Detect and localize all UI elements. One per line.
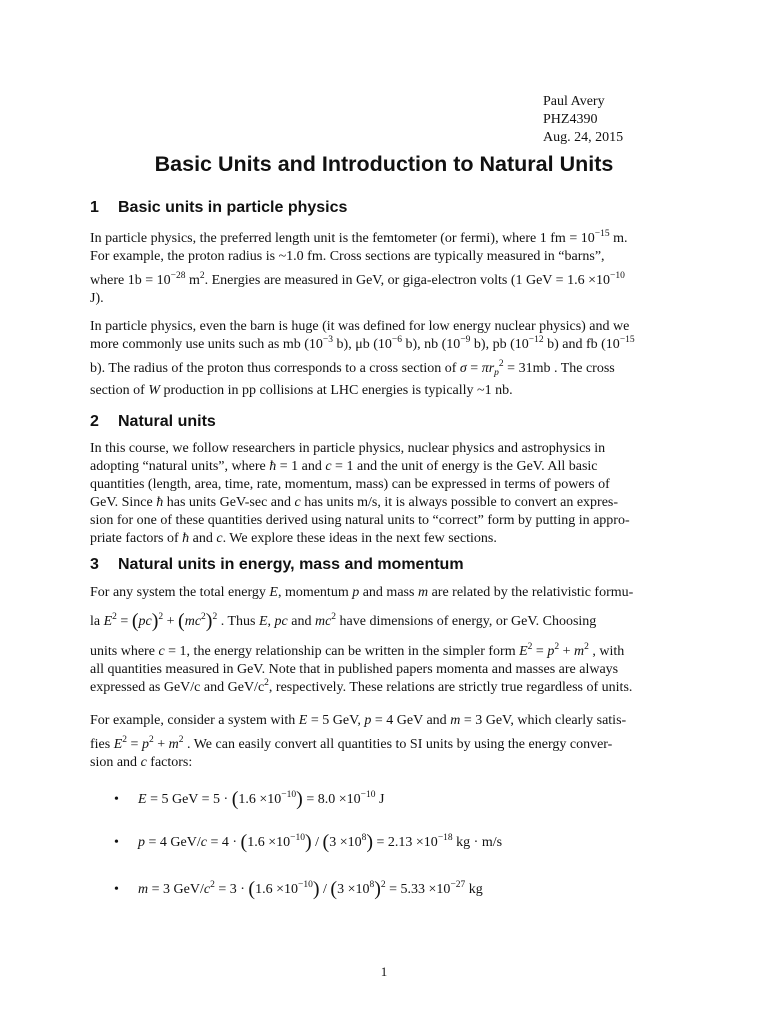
section-number: 1 (90, 199, 99, 216)
paragraph-4: For any system the total energy E, momentum p and mass m are related by the relativistic formu- la $E^2 = (pc)^2 + (mc^2)^2$ . Thus E, pc and $mc^2$ have dimensions of energy, or GeV. Choosing units where c = 1, the energy relationship can be written in the simpler form $E^2 = p^2 + m^2$ , with all quantities measured in GeV. Note that in published papers momenta and masses are always expressed as GeV/c and GeV/$c^2$, respectively. These relations are strictly true regardless of units. (90, 585, 634, 695)
section-3-heading (90, 556, 464, 574)
section-title: Natural units in energy, mass and momentum (118, 556, 464, 573)
page-number: 1 (380, 964, 388, 979)
bullet-momentum: • p = 4 $GeV/c = 4 \cdot (1.6 \times 10^{-10}) / (3 \times 10^8) = 2.13 \times 10^{-18}$ kg · m/s (114, 831, 503, 853)
section-number: 3 (90, 556, 99, 573)
section-1-heading (90, 199, 347, 217)
paragraph-3: In this course, we follow researchers in particle physics, nuclear physics and astrophysics in adopting “natural units”, where ħ = 1 and c = 1 and the unit of energy is the GeV. All basic quantities (length, area, time, rate, momentum, mass) can be expressed in terms of powers of GeV. Since ħ has units GeV-sec and c has units m/s, it is always possible to convert an expres- sion for one of these quantities derived using natural units to “correct” form by putting in appro- priate factors of ħ and c. We explore these ideas in the next few sections. (90, 441, 630, 546)
course-code: PHZ4390 (543, 112, 598, 127)
document-title: Basic Units and Introduction to Natural Units (154, 152, 614, 176)
section-2-heading (90, 413, 216, 431)
section-title: Natural units (118, 413, 216, 430)
bullet-mass: • m = 3 GeV/$c^2 = 3 \cdot (1.6 \times 10^{-10}) / (3 \times 10^8)^2 = 5.33 \times 10^{-27}$ kg (114, 878, 483, 900)
paragraph-5: For example, consider a system with E = 5 GeV, p = 4 GeV and m = 3 GeV, which clearly satis- fies $E^2 = p^2 + m^2$ . We can easily convert all quantities to SI units by using the energy conver- sion and c factors: (90, 713, 627, 770)
bullet-energy: • E = 5 GeV = $5 \cdot (1.6 \times 10^{-10}) = 8.0 \times 10^{-10}$ J (114, 788, 385, 810)
paragraph-1: In particle physics, the preferred length unit is the femtometer (or fermi), where 1 fm = $10^{-15}$ m. For example, the proton radius is ~1.0 fm. Cross sections are typically measured in “barns”, where $1b = 10^{-28}$ $m^2$. Energies are measured in GeV, or giga-electron volts (1 GeV = $1.6 \times 10^{-10}$ J). (90, 229, 628, 306)
author-block (543, 93, 623, 147)
paragraph-2: In particle physics, even the barn is huge (it was defined for low energy nuclear physics) and we more commonly use units such as mb ($10^{-3}$ b), μb ($10^{-6}$ b), nb ($10^{-9}$ b), pb ($10^{-12}$ b) and fb ($10^{-15}$ b). The radius of the proton thus corresponds to a cross section of $\sigma = \pi r_p^2 = 31mb$ . The cross section of W production in pp collisions at LHC energies is typically ~1 nb. (90, 319, 635, 398)
author-name: Paul Avery (543, 94, 605, 109)
document-date: Aug. 24, 2015 (543, 130, 624, 145)
section-title: Basic units in particle physics (118, 199, 348, 216)
section-number: 2 (90, 413, 99, 430)
